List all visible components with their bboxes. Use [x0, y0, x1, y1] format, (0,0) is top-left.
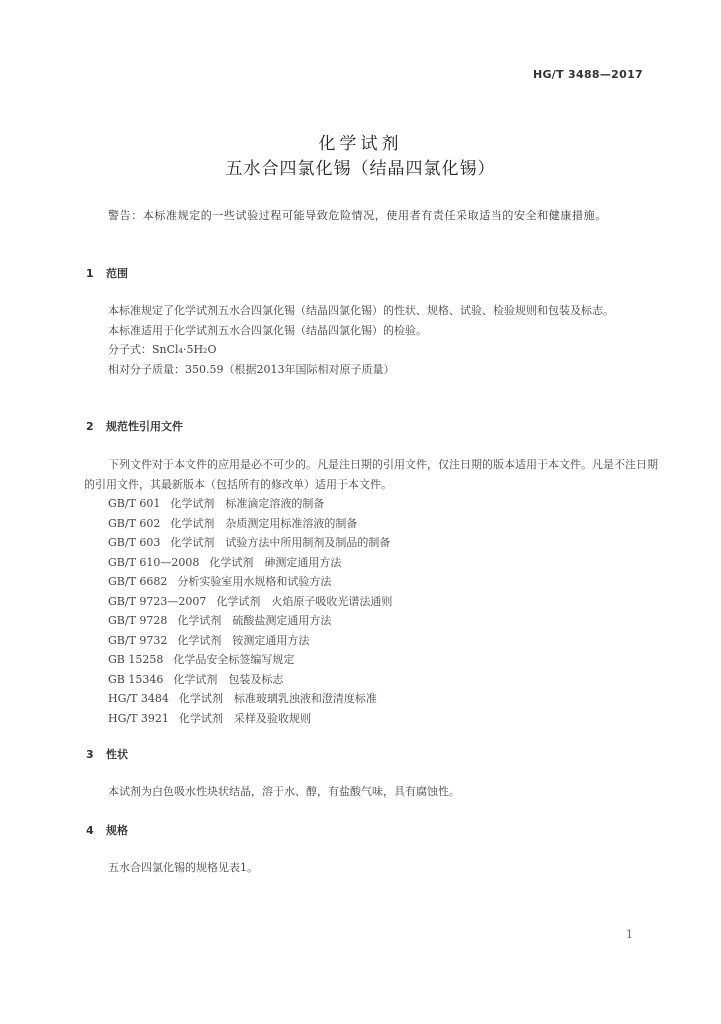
references-intro: 下列文件对于本文件的应用是必不可少的。凡是注日期的引用文件，仅注日期的版本适用于本文件。凡是不注日期的引用文件，其最新版本（包括所有的修改单）适用于本文件。: [84, 458, 658, 491]
reference-title: 化学试剂 砷测定通用方法: [209, 555, 342, 569]
section-2-number: 2: [86, 420, 94, 433]
reference-code: GB/T 6682: [108, 575, 168, 588]
reference-code: GB 15258: [108, 653, 164, 666]
reference-title: 化学试剂 杂质测定用标准溶液的制备: [170, 516, 358, 530]
section-1-number: 1: [86, 267, 94, 280]
reference-code: HG/T 3484: [108, 692, 169, 705]
scope-para-1: 本标准规定了化学试剂五水合四氯化锡（结晶四氯化锡）的性状、规格、试验、检验规则和包装及标志。: [108, 304, 614, 317]
reference-title: 化学试剂 标准玻璃乳浊液和澄清度标准: [178, 692, 377, 705]
reference-code: GB/T 610—2008: [108, 555, 200, 569]
reference-title: 化学试剂 标准滴定溶液的制备: [170, 497, 325, 510]
section-2-heading: [86, 418, 183, 434]
scope-para-2: 本标准适用于化学试剂五水合四氯化锡（结晶四氯化锡）的检验。: [108, 323, 427, 337]
reference-code: GB/T 9723—2007: [108, 594, 207, 608]
properties-para: 本试剂为白色吸水性块状结晶，溶于水、醇，有盐酸气味，具有腐蚀性。: [108, 785, 460, 798]
reference-item: [84, 533, 660, 553]
reference-title: 化学试剂 采样及验收规则: [178, 711, 311, 725]
reference-code: GB/T 602: [108, 516, 161, 530]
reference-list: [84, 494, 660, 728]
section-1-heading: [86, 265, 128, 281]
reference-item: [84, 611, 660, 631]
section-3-heading: [86, 746, 128, 762]
molecular-mass: 相对分子质量：350.59（根据2013年国际相对原子质量）: [108, 362, 395, 376]
document-title: [0, 132, 721, 182]
reference-item: [84, 494, 660, 514]
reference-item: [84, 514, 660, 534]
specification-para: 五水合四氯化锡的规格见表1。: [108, 861, 258, 874]
reference-item: [84, 592, 660, 612]
reference-title: 化学品安全标签编写规定: [173, 653, 295, 666]
reference-item: [84, 650, 660, 670]
reference-item: [84, 631, 660, 651]
reference-title: 化学试剂 包装及标志: [173, 672, 284, 686]
section-3-number: 3: [86, 748, 94, 761]
section-2-title: 规范性引用文件: [106, 420, 183, 433]
reference-code: GB 15346: [108, 672, 164, 686]
section-2-body: [84, 455, 660, 728]
reference-code: GB/T 9732: [108, 633, 168, 647]
section-4-heading: [86, 822, 128, 838]
molecular-formula: 分子式：SnCl₄·5H₂O: [108, 343, 217, 356]
section-4-body: [84, 858, 660, 878]
reference-item: [84, 689, 660, 709]
reference-code: HG/T 3921: [108, 711, 169, 725]
section-4-number: 4: [86, 824, 94, 837]
reference-item: [84, 553, 660, 573]
reference-title: 化学试剂 火焰原子吸收光谱法通则: [216, 594, 393, 608]
reference-title: 化学试剂 铵测定通用方法: [177, 633, 310, 647]
section-1-body: [84, 301, 660, 379]
section-4-title: 规格: [106, 824, 128, 837]
reference-code: GB/T 601: [108, 497, 161, 510]
reference-title: 化学试剂 试验方法中所用制剂及制品的制备: [170, 536, 391, 549]
reference-title: 分析实验室用水规格和试验方法: [177, 575, 332, 588]
reference-code: GB/T 603: [108, 536, 161, 549]
reference-item: [84, 572, 660, 592]
section-3-body: [84, 782, 660, 802]
reference-title: 化学试剂 硫酸盐测定通用方法: [177, 614, 332, 627]
standard-code: HG/T 3488—2017: [532, 68, 643, 81]
reference-code: GB/T 9728: [108, 614, 168, 627]
title-line-1: 化学试剂: [318, 134, 403, 154]
section-3-title: 性状: [106, 748, 128, 761]
reference-item: [84, 670, 660, 690]
section-1-title: 范围: [106, 267, 128, 280]
reference-item: [84, 709, 660, 729]
warning-note: 警告：本标准规定的一些试验过程可能导致危险情况，使用者有责任采取适当的安全和健康措施。: [108, 209, 607, 222]
title-line-2: 五水合四氯化锡（结晶四氯化锡）: [225, 159, 496, 179]
page-number: 1: [626, 928, 633, 941]
